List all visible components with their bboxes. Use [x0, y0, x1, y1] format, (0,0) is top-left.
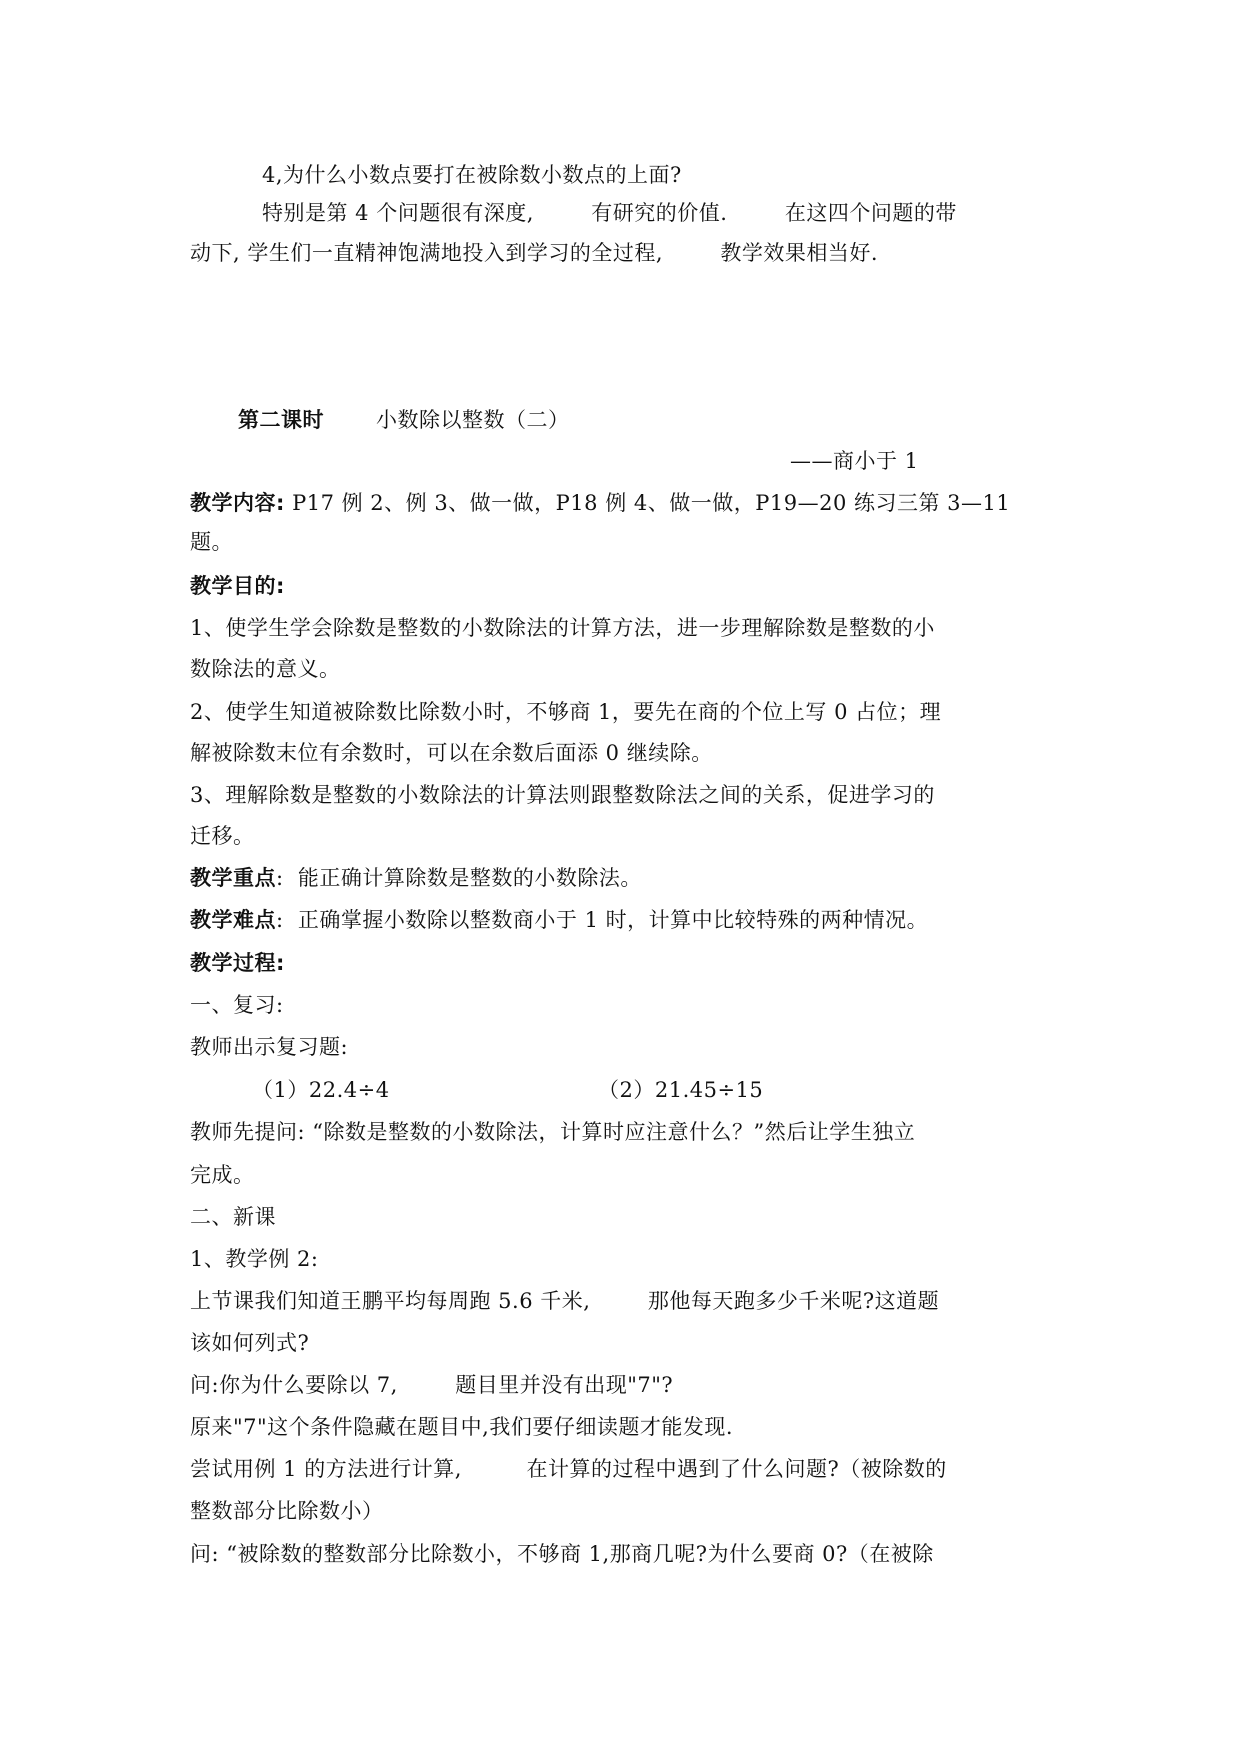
content-line-2: 题。	[190, 530, 233, 554]
content-line	[190, 488, 1010, 518]
lesson-title-label: 第二课时	[238, 408, 324, 432]
lesson-subtitle: ——商小于 1	[790, 449, 919, 473]
new-lesson-heading: 二、新课	[190, 1205, 276, 1229]
content-label: 教学内容:	[190, 491, 285, 515]
goal-1: 1、使学生学会除数是整数的小数除法的计算方法，进一步理解除数是整数的小	[190, 616, 935, 640]
review-heading: 一、复习:	[190, 993, 284, 1017]
goal-1-cont: 数除法的意义。	[190, 657, 341, 681]
difficulty-label: 教学难点	[190, 908, 276, 932]
paragraph-line: 尝试用例 1 的方法进行计算, 在计算的过程中遇到了什么问题?（被除数的	[190, 1457, 947, 1481]
goal-3: 3、理解除数是整数的小数除法的计算法则跟整数除法之间的关系，促进学习的	[190, 783, 935, 807]
paragraph-line: 整数部分比除数小）	[190, 1499, 384, 1523]
teacher-question-cont: 完成。	[190, 1163, 255, 1187]
review-intro: 教师出示复习题:	[190, 1035, 349, 1059]
question-4: 4,为什么小数点要打在被除数小数点的上面?	[262, 163, 682, 187]
paragraph-line: 上节课我们知道王鹏平均每周跑 5.6 千米, 那他每天跑多少千米呢?这道题	[190, 1289, 940, 1313]
paragraph-line: 原来"7"这个条件隐藏在题目中,我们要仔细读题才能发现.	[190, 1415, 734, 1439]
key-point	[190, 863, 642, 893]
exercise-2: （2）21.45÷15	[598, 1078, 764, 1102]
goal-3-cont: 迁移。	[190, 824, 255, 848]
key-label: 教学重点	[190, 866, 276, 890]
lesson-title	[238, 405, 570, 435]
content-text: P17 例 2、例 3、做一做，P18 例 4、做一做，P19—20 练习三第 3—11	[284, 491, 1011, 515]
teacher-question: 教师先提问: “除数是整数的小数除法，计算时应注意什么？”然后让学生独立	[190, 1120, 916, 1144]
goals-heading: 教学目的:	[190, 574, 285, 598]
paragraph-line: 动下, 学生们一直精神饱满地投入到学习的全过程, 教学效果相当好.	[190, 241, 879, 265]
difficulty	[190, 905, 928, 935]
example-heading: 1、教学例 2:	[190, 1247, 319, 1271]
paragraph-line: 该如何列式?	[190, 1331, 310, 1355]
paragraph-line: 问:你为什么要除以 7, 题目里并没有出现"7"?	[190, 1373, 674, 1397]
goal-2: 2、使学生知道被除数比除数小时，不够商 1，要先在商的个位上写 0 占位；理	[190, 700, 942, 724]
goal-2-cont: 解被除数末位有余数时，可以在余数后面添 0 继续除。	[190, 741, 713, 765]
paragraph-line: 问: “被除数的整数部分比除数小，不够商 1,那商几呢?为什么要商 0?（在被除	[190, 1542, 934, 1566]
exercise-1: （1）22.4÷4	[252, 1078, 390, 1102]
lesson-title-text: 小数除以整数（二）	[376, 408, 570, 432]
process-heading: 教学过程:	[190, 951, 285, 975]
difficulty-text: : 正确掌握小数除以整数商小于 1 时，计算中比较特殊的两种情况。	[276, 908, 929, 932]
paragraph-line: 特别是第 4 个问题很有深度, 有研究的价值. 在这四个问题的带	[262, 201, 957, 225]
key-text: : 能正确计算除数是整数的小数除法。	[276, 866, 642, 890]
